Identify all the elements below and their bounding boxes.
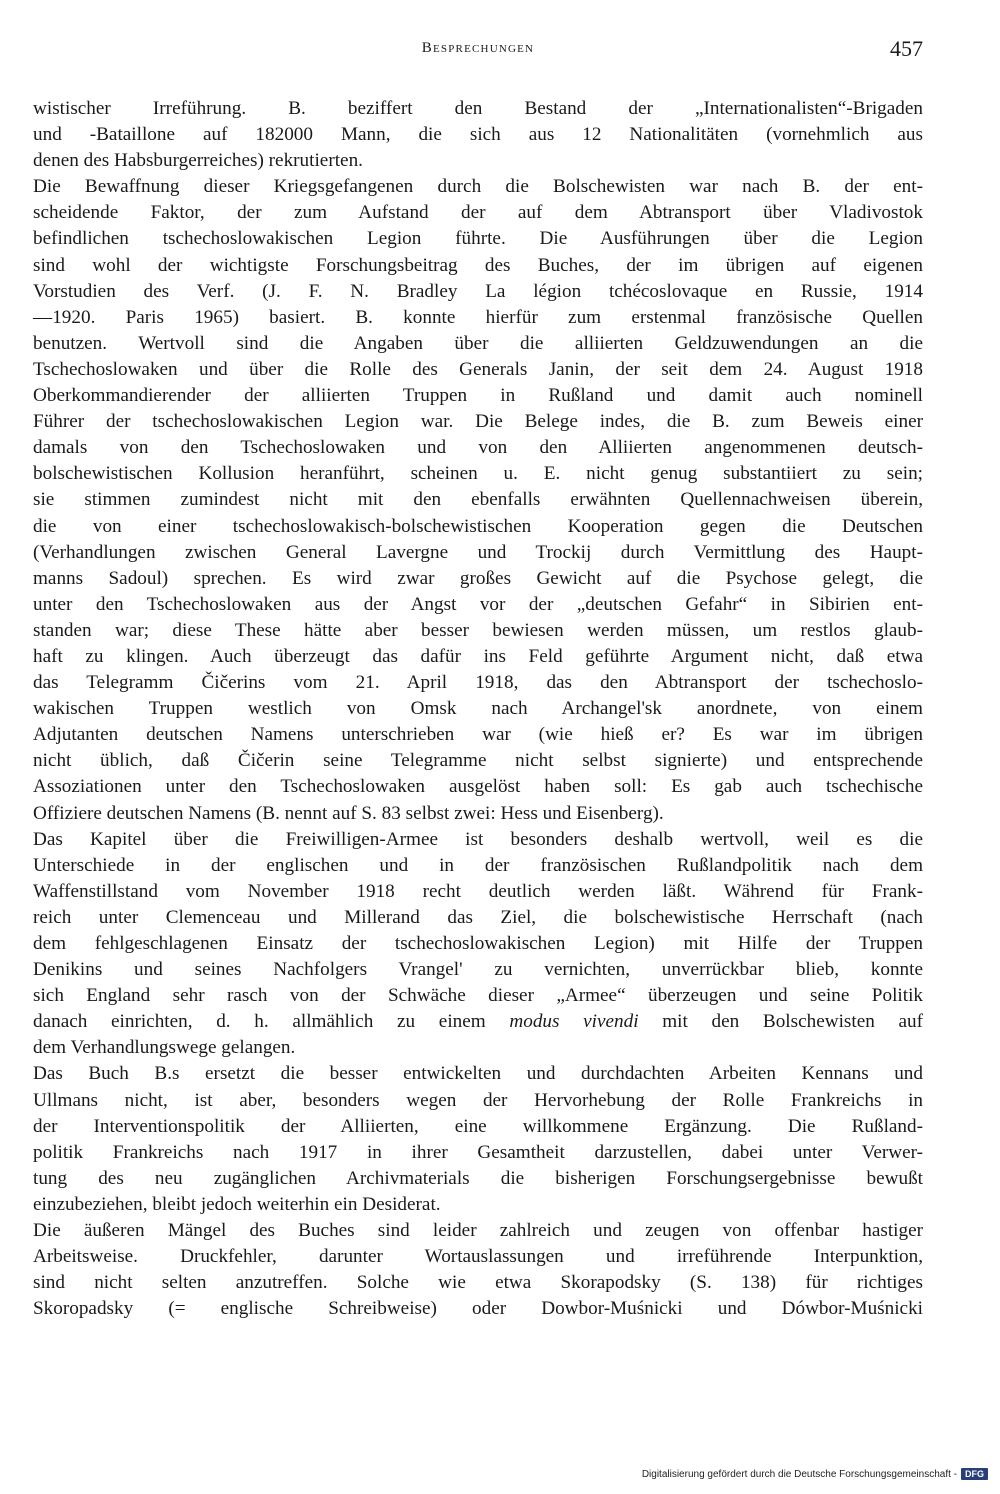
text-line: wakischen Truppen westlich von Omsk nach Archangel'sk anordnete, von einem (33, 698, 923, 720)
text-line: nicht üblich, daß Čičerin seine Telegramme nicht selbst signierte) und entsprechende (33, 750, 923, 772)
running-head: Besprechungen (421, 40, 535, 56)
text-line: Das Buch B.s ersetzt die besser entwickelten und durchdachten Arbeiten Kennans und (33, 1063, 923, 1085)
text-line: Die äußeren Mängel des Buches sind leider zahlreich und zeugen von offenbar hastiger (33, 1220, 923, 1242)
body-text (33, 96, 923, 1322)
text-line: standen war; diese These hätte aber besser bewiesen werden müssen, um restlos glaub- (33, 619, 923, 641)
text-line: Tschechoslowaken und über die Rolle des Generals Janin, der seit dem 24. August 1918 (33, 358, 923, 380)
text-line: sind nicht selten anzutreffen. Solche wie etwa Skorapodsky (S. 138) für richtiges (33, 1272, 923, 1294)
text-line: Das Kapitel über die Freiwilligen-Armee ist besonders deshalb wertvoll, weil es die (33, 828, 923, 850)
text-line: sie stimmen zumindest nicht mit den ebenfalls erwähnten Quellennachweisen überein, (33, 489, 923, 511)
text-line-mixed (33, 1009, 923, 1035)
text-line: Führer der tschechoslowakischen Legion war. Die Belege indes, die B. zum Beweis einer (33, 411, 923, 433)
text-line: sind wohl der wichtigste Forschungsbeitrag des Buches, der im übrigen auf eigenen (33, 254, 923, 276)
text-line: Adjutanten deutschen Namens unterschrieben war (wie hieß er? Es war im übrigen (33, 724, 923, 746)
text-line: damals von den Tschechoslowaken und von den Alliierten angenommenen deutsch- (33, 437, 923, 459)
digitization-footer (642, 1468, 988, 1480)
text-line: Die Bewaffnung dieser Kriegsgefangenen durch die Bolschewisten war nach B. der ent- (33, 176, 923, 198)
text-line: und -Bataillone auf 182000 Mann, die sich aus 12 Nationalitäten (vornehmlich aus (33, 124, 923, 146)
text-line: Offiziere deutschen Namens (B. nennt auf S. 83 selbst zwei: Hess und Eisenberg). (33, 802, 664, 824)
text-line: unter den Tschechoslowaken aus der Angst vor der „deutschen Gefahr“ in Sibirien ent- (33, 593, 923, 615)
text-line: —1920. Paris 1965) basiert. B. konnte hierfür zum erstenmal französische Quellen (33, 306, 923, 328)
text-line: dem Verhandlungswege gelangen. (33, 1037, 296, 1059)
text-line: denen des Habsburgerreiches) rekrutierten. (33, 150, 363, 172)
text-line: Waffenstillstand vom November 1918 recht deutlich werden läßt. Während für Frank- (33, 880, 923, 902)
text-line: scheidende Faktor, der zum Aufstand der auf dem Abtransport über Vladivostok (33, 202, 923, 224)
text-line: benutzen. Wertvoll sind die Angaben über die alliierten Geldzuwendungen an die (33, 332, 923, 354)
footer-credit: Digitalisierung gefördert durch die Deutsche Forschungsgemeinschaft - (641, 1468, 957, 1480)
page-number: 457 (890, 36, 923, 61)
text-line: sich England sehr rasch von der Schwäche dieser „Armee“ überzeugen und seine Politik (33, 985, 923, 1007)
text-line: bolschewistischen Kollusion heranführt, scheinen u. E. nicht genug substantiiert zu sein; (33, 463, 923, 485)
dfg-logo: DFG (961, 1468, 988, 1480)
text-line: die von einer tschechoslowakisch-bolschewistischen Kooperation gegen die Deutschen (33, 515, 923, 537)
text-line: Unterschiede in der englischen und in der französischen Rußlandpolitik nach dem (33, 854, 923, 876)
text-line: der Interventionspolitik der Alliierten, eine willkommene Ergänzung. Die Rußland- (33, 1115, 923, 1137)
text-line: Assoziationen unter den Tschechoslowaken ausgelöst haben soll: Es gab auch tschechische (33, 776, 923, 798)
text-line: einzubeziehen, bleibt jedoch weiterhin ein Desiderat. (33, 1193, 441, 1215)
text-line: politik Frankreichs nach 1917 in ihrer Gesamtheit darzustellen, dabei unter Verwer- (33, 1141, 923, 1163)
text-line: (Verhandlungen zwischen General Lavergne und Trockij durch Vermittlung des Haupt- (33, 541, 923, 563)
text-line: befindlichen tschechoslowakischen Legion führte. Die Ausführungen über die Legion (33, 228, 923, 250)
text-line: wistischer Irreführung. B. beziffert den Bestand der „Internationalisten“-Brigaden (33, 98, 923, 119)
text-line: haft zu klingen. Auch überzeugt das dafür ins Feld geführte Argument nicht, daß etwa (33, 645, 923, 667)
text-line: reich unter Clemenceau und Millerand das Ziel, die bolschewistische Herrschaft (nach (33, 906, 923, 928)
text-line: Vorstudien des Verf. (J. F. N. Bradley La légion tchécoslovaque en Russie, 1914 (33, 280, 923, 302)
text-line: Ullmans nicht, ist aber, besonders wegen der Hervorhebung der Rolle Frankreichs in (33, 1089, 923, 1111)
text-line: dem fehlgeschlagenen Einsatz der tschechoslowakischen Legion) mit Hilfe der Truppen (33, 933, 923, 954)
text-segment: mit den Bolschewisten auf (662, 1011, 923, 1033)
text-line: Arbeitsweise. Druckfehler, darunter Wortauslassungen und irreführende Interpunktion, (33, 1246, 923, 1268)
text-line: manns Sadoul) sprechen. Es wird zwar großes Gewicht auf die Psychose gelegt, die (33, 567, 923, 589)
text-line: das Telegramm Čičerins vom 21. April 1918, das den Abtransport der tschechoslo- (33, 672, 923, 694)
text-segment: danach einrichten, d. h. allmählich zu einem (33, 1011, 486, 1033)
text-line: Oberkommandierender der alliierten Truppen in Rußland und damit auch nominell (33, 385, 923, 407)
text-line: Denikins und seines Nachfolgers Vrangel' zu vernichten, unverrückbar blieb, konnte (33, 959, 923, 981)
text-line: Skoropadsky (= englische Schreibweise) oder Dowbor-Muśnicki und Dówbor-Muśnicki (33, 1298, 923, 1320)
italic-phrase: modus vivendi (509, 1011, 639, 1033)
page-header (33, 36, 923, 66)
text-line: tung des neu zugänglichen Archivmaterials die bisherigen Forschungsergebnisse bewußt (33, 1167, 923, 1189)
